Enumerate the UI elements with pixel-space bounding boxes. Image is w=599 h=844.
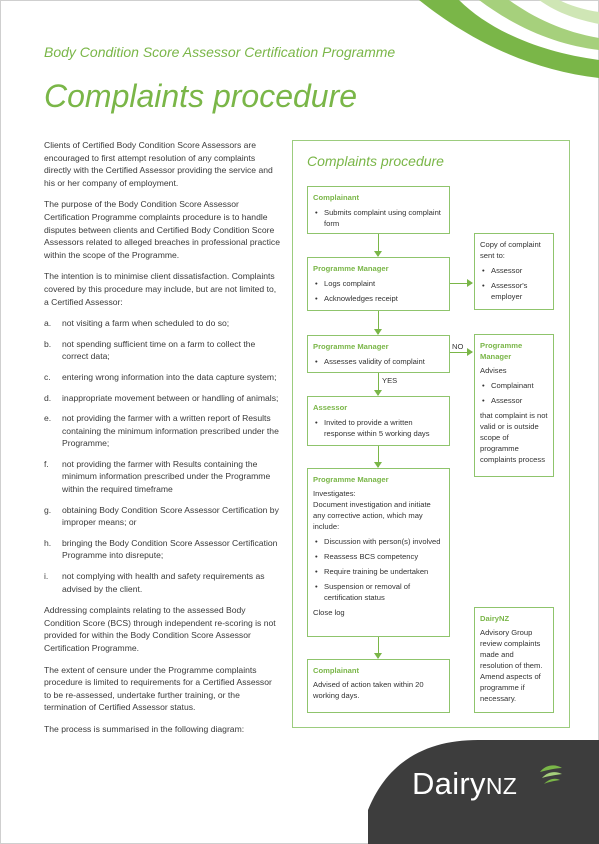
decorative-swoosh — [399, 0, 599, 82]
flow-arrow — [378, 234, 379, 256]
programme-subtitle: Body Condition Score Assessor Certification Programme — [44, 44, 396, 60]
yes-label: YES — [382, 376, 398, 385]
box-item: • Require training be undertaken — [313, 566, 444, 577]
programme-manager-log-box — [307, 257, 450, 311]
no-label: NO — [452, 342, 464, 351]
flow-arrow — [378, 446, 379, 467]
list-item: f. not providing the farmer with Results containing the minimum information prescribed under the Programme within the required timeframe — [44, 458, 271, 495]
complainant-result-box — [307, 659, 450, 713]
box-heading: Complainant — [313, 193, 359, 202]
box-text: Advises — [480, 366, 507, 375]
complainant-box — [307, 186, 450, 234]
paragraph-rescoring: Addressing complaints relating to the assessed Body Condition Score (BCS) through independent re-scoring is not provided for within the Body Condition Score Assessor Certification Programme. — [44, 605, 276, 653]
assessor-box — [307, 396, 450, 446]
page-title: Complaints procedure — [44, 78, 358, 114]
box-heading: Programme Manager — [313, 475, 389, 484]
box-item: • Invited to provide a written response within 5 working days — [313, 417, 444, 439]
flow-arrow-no — [450, 352, 472, 353]
logo-leaf-icon — [538, 762, 564, 786]
logo-suffix: NZ — [485, 773, 518, 799]
flow-arrow — [378, 311, 379, 334]
logo-main: Dairy — [412, 766, 486, 801]
paragraph-summary: The process is summarised in the following diagram: — [44, 723, 245, 734]
flow-diagram-panel — [292, 140, 570, 728]
list-item: a. not visiting a farm when scheduled to do so; — [44, 318, 230, 329]
list-item: i. not complying with health and safety requirements as advised by the client. — [44, 571, 265, 594]
list-item: b. not spending sufficient time on a farm to collect the correct data; — [44, 338, 256, 362]
list-item: e. not providing the farmer with a written report of Results containing the minimum information prescribed under the Programme; — [44, 413, 279, 449]
list-item: d. inappropriate movement between or handling of animals; — [44, 392, 279, 403]
box-item: • Reassess BCS competency — [313, 551, 444, 562]
list-item: g. obtaining Body Condition Score Assessor Certification by improper means; or — [44, 504, 279, 528]
box-item: • Assessor — [480, 265, 548, 276]
box-item: • Assessor's employer — [480, 280, 548, 302]
box-item: • Logs complaint — [313, 278, 444, 289]
box-item: • Suspension or removal of certification status — [313, 581, 444, 603]
box-item: • Acknowledges receipt — [313, 293, 444, 304]
box-text: Document investigation and initiate any corrective action, which may include: — [313, 500, 431, 531]
paragraph-censure: The extent of censure under the Programme complaints procedure is limited to requirements for a Certified Assessor to be re-assessed, undertake further training, or the termination of Certified Assessor status. — [44, 664, 272, 713]
box-heading: Programme Manager — [480, 341, 523, 361]
box-item: • Discussion with person(s) involved — [313, 536, 444, 547]
box-item: • Complainant — [480, 380, 548, 391]
flow-arrow — [378, 637, 379, 658]
box-text: Advised of action taken within 20 working days. — [313, 680, 424, 700]
dairynz-logo — [412, 766, 517, 802]
programme-manager-investigate-box — [307, 468, 450, 637]
programme-manager-invalid-box — [474, 334, 554, 477]
box-text: Close log — [313, 608, 345, 617]
body-text — [44, 139, 280, 745]
dairynz-box — [474, 607, 554, 713]
box-heading: Assessor — [313, 403, 348, 412]
box-text: Investigates: — [313, 489, 356, 498]
box-heading: Programme Manager — [313, 264, 389, 273]
list-item: c. entering wrong information into the data capture system; — [44, 371, 277, 382]
box-text: Advisory Group review complaints made and resolution of them. Amend aspects of programme if necessary. — [480, 628, 543, 703]
paragraph-intro: Clients of Certified Body Condition Score Assessors are encouraged to first attempt resolution of any complaints directly with the Certified Assessor providing the service and his or her company of employment. — [44, 140, 273, 188]
flow-arrow — [450, 283, 472, 284]
complaint-list — [44, 317, 280, 595]
box-text: that complaint is not valid or is outside scope of programme complaints process — [480, 411, 548, 464]
diagram-title: Complaints procedure — [307, 153, 444, 169]
box-item: • Assesses validity of complaint — [313, 356, 444, 367]
copy-complaint-box — [474, 233, 554, 310]
box-heading: Complainant — [313, 666, 359, 675]
box-heading: Programme Manager — [313, 342, 389, 351]
box-item: • Submits complaint using complaint form — [313, 207, 444, 229]
box-text: Copy of complaint sent to: — [480, 240, 541, 260]
list-item: h. bringing the Body Condition Score Assessor Certification Programme into disrepute; — [44, 537, 278, 561]
box-heading: DairyNZ — [480, 614, 510, 623]
programme-manager-validity-box — [307, 335, 450, 373]
flow-arrow-yes — [378, 373, 379, 395]
paragraph-purpose: The purpose of the Body Condition Score Assessor Certification Programme complaints procedure is to handle disputes between clients and Certified Body Condition Score Assessors related to alleged breaches in professional practice within the scope of the Programme. — [44, 199, 280, 260]
box-item: • Assessor — [480, 395, 548, 406]
paragraph-intention: The intention is to minimise client dissatisfaction. Complaints covered by this procedure may include, but are not limited to, a Certified Assessor: — [44, 271, 277, 307]
